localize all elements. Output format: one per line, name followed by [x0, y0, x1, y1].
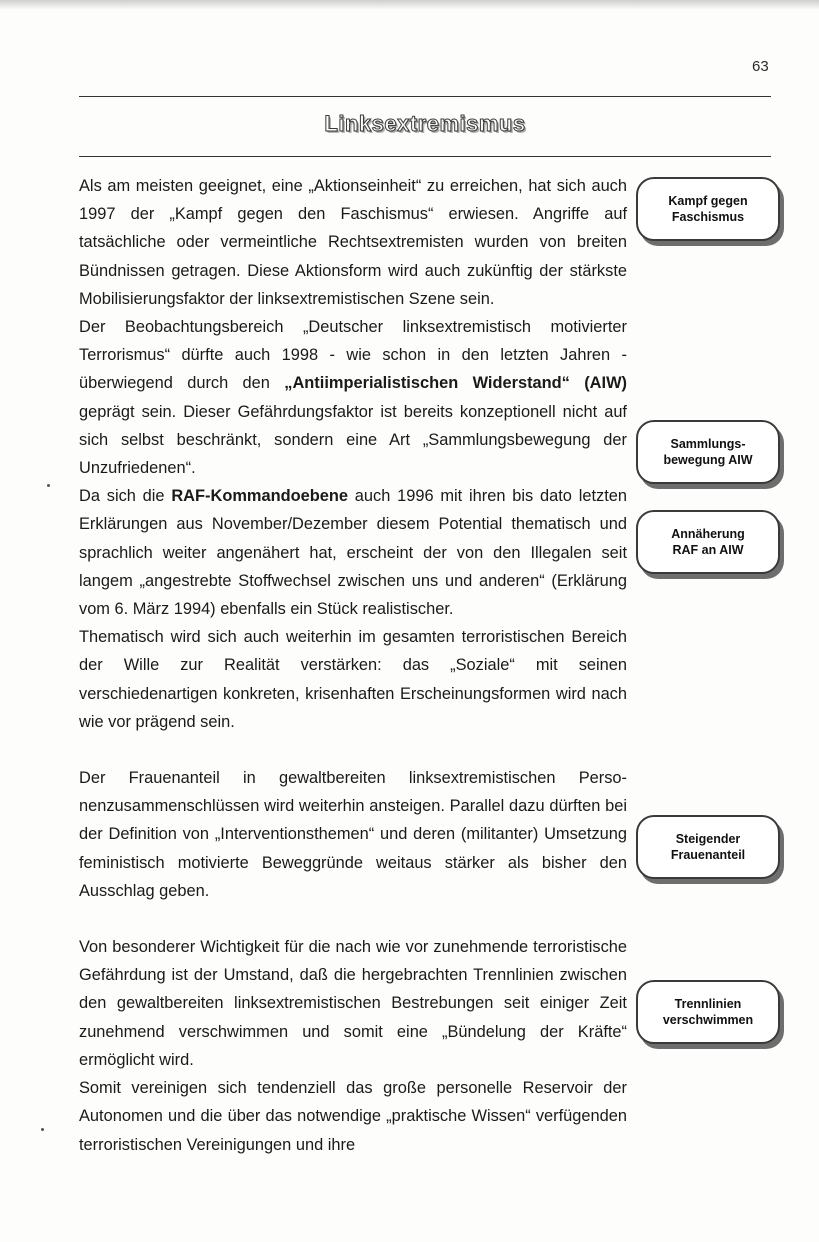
scan-speck [47, 484, 50, 487]
body-text [79, 172, 627, 1159]
side-note-annaeherung-raf [636, 510, 780, 574]
side-note-line: Trennlinien [674, 997, 742, 1011]
paragraph-raf-text-a: Da sich die [79, 487, 172, 506]
paragraph-aiw [79, 313, 627, 482]
side-note-line: Kampf gegen [668, 194, 748, 208]
paragraph-raf-bold: RAF-Kommandoebene [171, 487, 349, 506]
paragraph-trennlinien: Von besonderer Wichtigkeit für die nach wie vor zunehmende terroristische Gefährdung ist der Umstand, daß die hergebrachten Trennlinien zwischen den gewaltbereiten linksextremistischen Bestrebungen seit einiger Zeit zunehmend verschwimmen und somit eine „Bündelung der Kräfte“ ermöglicht wird. [79, 938, 627, 1069]
page-number: 63 [752, 58, 769, 75]
section-title: Linksextremismus [324, 111, 526, 136]
paragraph-reservoir: Somit vereinigen sich tendenziell das große personelle Reservoir der Autonomen und die über das notwendige „praktische Wissen“ verfügenden terroristischen Vereinigungen und ihre [79, 1079, 627, 1154]
side-note-kampf-gegen-faschismus [636, 177, 780, 241]
paragraph-raf-text-b: auch 1996 mit ihren bis dato letzten Erklärungen aus November/Dezember diesem Potential thematisch und sprachlich weiter angenähert hat, erscheint der von den Illegalen seit langem „angestrebte Stoffwechsel zwischen uns und anderen“ (Erklärung vom 6. März 1994) ebenfalls ein Stück realistischer. [79, 487, 627, 619]
paragraph-frauenanteil: Der Frauenanteil in gewaltbereiten linksextremistischen Personenzusammenschlüssen wird weiterhin ansteigen. Parallel dazu dürften bei der Definition von „Interventionsthemen“ und deren (militanter) Umsetzung feministisch motivierte Beweggründe weitaus stärker als bisher den Ausschlag geben. [79, 769, 627, 900]
scan-speck [41, 1128, 44, 1131]
side-note-line: bewegung AIW [663, 453, 753, 467]
paragraph-thematisch: Thematisch wird sich auch weiterhin im gesamten terroristischen Bereich der Wille zur Realität verstärken: das „Soziale“ mit seinen verschiedenartigen konkreten, krisenhaften Erscheinungsformen wird nach wie vor prägend sein. [79, 628, 627, 731]
scan-edge-shadow [0, 0, 819, 10]
paragraph-aiw-text-a: Der Beobachtungsbereich „Deutscher linksextremistisch motivierter Terrorismus“ dürfte auch 1998 - wie schon in den letzten Jahren - überwiegend durch den [79, 318, 627, 393]
paragraph-aiw-bold: „Antiimperialistischen Widerstand“ (AIW) [284, 374, 627, 393]
paragraph-aiw-text-b: geprägt sein. Dieser Gefährdungsfaktor ist bereits konzeptionell nicht auf sich selbst beschränkt, sondern eine Art „Sammlungsbewegung der Unzufriedenen“. [79, 402, 627, 478]
side-note-line: Frauenanteil [670, 848, 746, 862]
side-note-line: Annäherung [671, 527, 745, 541]
paragraph-kampf-gegen-faschismus: Als am meisten geeignet, eine „Aktionseinheit“ zu erreichen, hat sich auch 1997 der „Kampf gegen den Faschismus“ erwiesen. Angriffe auf tatsächliche oder vermeintliche Rechtsextremisten wurden von breiten Bündnissen getragen. Diese Aktionsform wird auch zukünftig der stärkste Mobilisierungsfaktor der linksextremistischen Szene sein. [79, 177, 627, 308]
side-note-frauenanteil [636, 815, 780, 879]
side-note-line: Faschismus [671, 210, 745, 224]
side-note-line: verschwimmen [662, 1013, 754, 1027]
side-note-line: Sammlungs- [670, 437, 746, 451]
side-note-sammlungsbewegung [636, 420, 780, 484]
header-rule-bottom [79, 156, 771, 157]
header-rule-top [79, 96, 771, 97]
side-note-line: Steigender [675, 832, 741, 846]
side-note-trennlinien [636, 980, 780, 1044]
side-note-line: RAF an AIW [672, 543, 744, 557]
paragraph-raf [79, 482, 627, 623]
